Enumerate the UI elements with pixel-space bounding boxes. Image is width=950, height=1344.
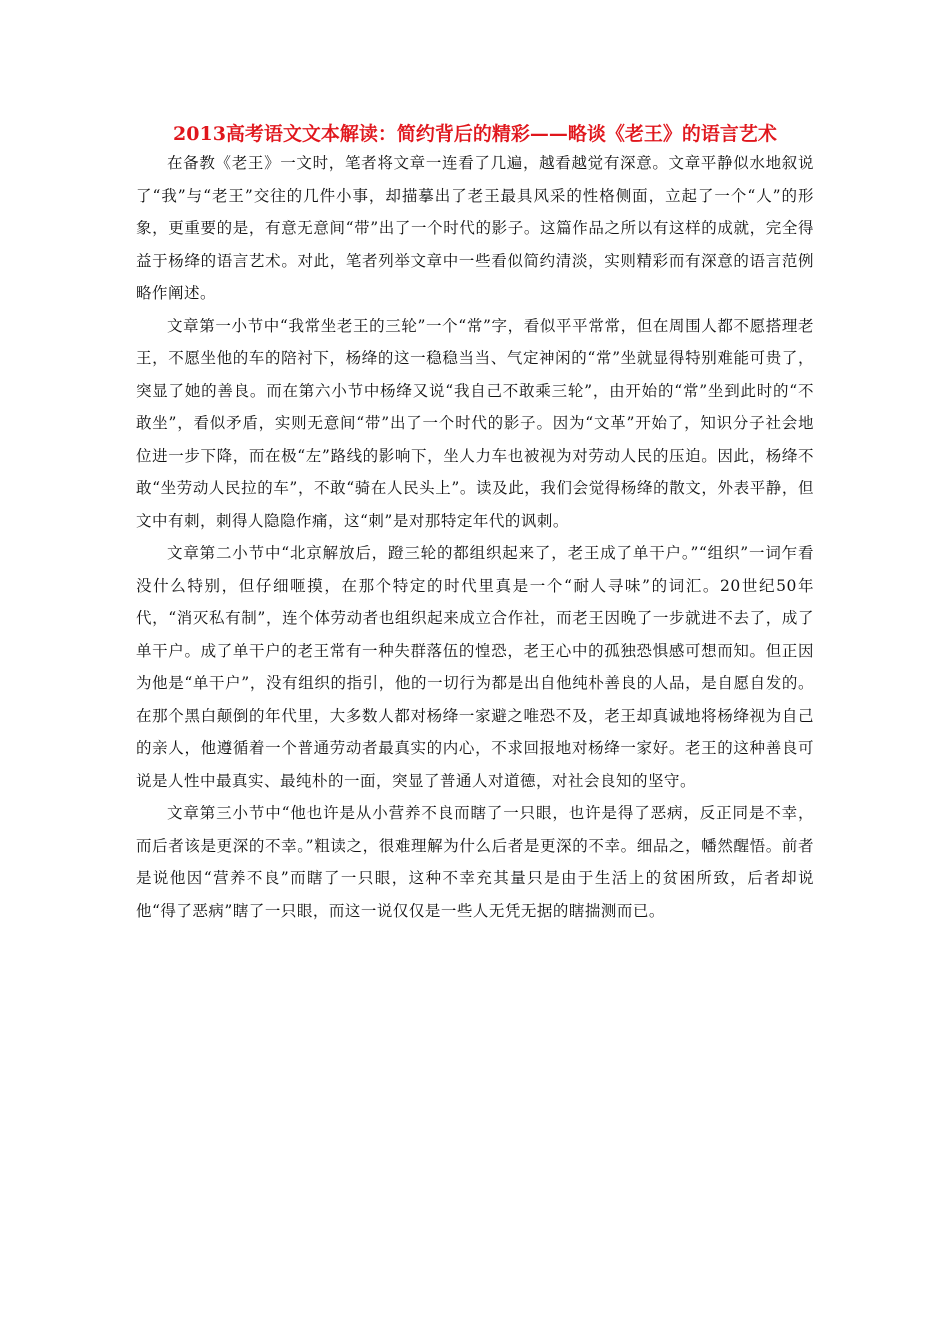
document-title: 2013高考语文文本解读：简约背后的精彩——略谈《老王》的语言艺术 [173, 123, 777, 145]
document-page [136, 122, 814, 927]
paragraph: 在备教《老王》一文时，笔者将文章一连看了几遍，越看越觉有深意。文章平静似水地叙说了“我”与“老王”交往的几件小事，却描摹出了老王最具风采的性格侧面，立起了一个“人”的形象，更重要的是，有意无意间“带”出了一个时代的影子。这篇作品之所以有这样的成就，完全得益于杨绛的语言艺术。对此，笔者列举文章中一些看似简约清淡，实则精彩而有深意的语言范例略作阐述。 [136, 154, 814, 302]
paragraph: 文章第二小节中“北京解放后，蹬三轮的都组织起来了，老王成了单干户。”“组织”一词乍看没什么特别，但仔细咂摸，在那个特定的时代里真是一个“耐人寻味”的词汇。20世纪50年代，“消灭私有制”，连个体劳动者也组织起来成立合作社，而老王因晚了一步就进不去了，成了单干户。成了单干户的老王常有一种失群落伍的惶恐，老王心中的孤独恐惧感可想而知。但正因为他是“单干户”，没有组织的指引，他的一切行为都是出自他纯朴善良的人品，是自愿自发的。在那个黑白颠倒的年代里，大多数人都对杨绛一家避之唯恐不及，老王却真诚地将杨绛视为自己的亲人，他遵循着一个普通劳动者最真实的内心，不求回报地对杨绛一家好。老王的这种善良可说是人性中最真实、最纯朴的一面，突显了普通人对道德，对社会良知的坚守。 [136, 544, 814, 790]
paragraph: 文章第三小节中“他也许是从小营养不良而瞎了一只眼，也许是得了恶病，反正同是不幸，而后者该是更深的不幸。”粗读之，很难理解为什么后者是更深的不幸。细品之，幡然醒悟。前者是说他因“营养不良”而瞎了一只眼，这种不幸充其量只是由于生活上的贫困所致，后者却说他“得了恶病”瞎了一只眼，而这一说仅仅是一些人无凭无据的瞎揣测而已。 [136, 804, 814, 920]
document-body [136, 147, 814, 927]
paragraph: 文章第一小节中“我常坐老王的三轮”一个“常”字，看似平平常常，但在周围人都不愿搭理老王，不愿坐他的车的陪衬下，杨绛的这一稳稳当当、气定神闲的“常”坐就显得特别难能可贵了，突显了她的善良。而在第六小节中杨绛又说“我自己不敢乘三轮”，由开始的“常”坐到此时的“不敢坐”，看似矛盾，实则无意间“带”出了一个时代的影子。因为“文革”开始了，知识分子社会地位进一步下降，而在极“左”路线的影响下，坐人力车也被视为对劳动人民的压迫。因此，杨绛不敢“坐劳动人民拉的车”，不敢“骑在人民头上”。读及此，我们会觉得杨绛的散文，外表平静，但文中有刺，刺得人隐隐作痛，这“刺”是对那特定年代的讽刺。 [136, 316, 814, 530]
